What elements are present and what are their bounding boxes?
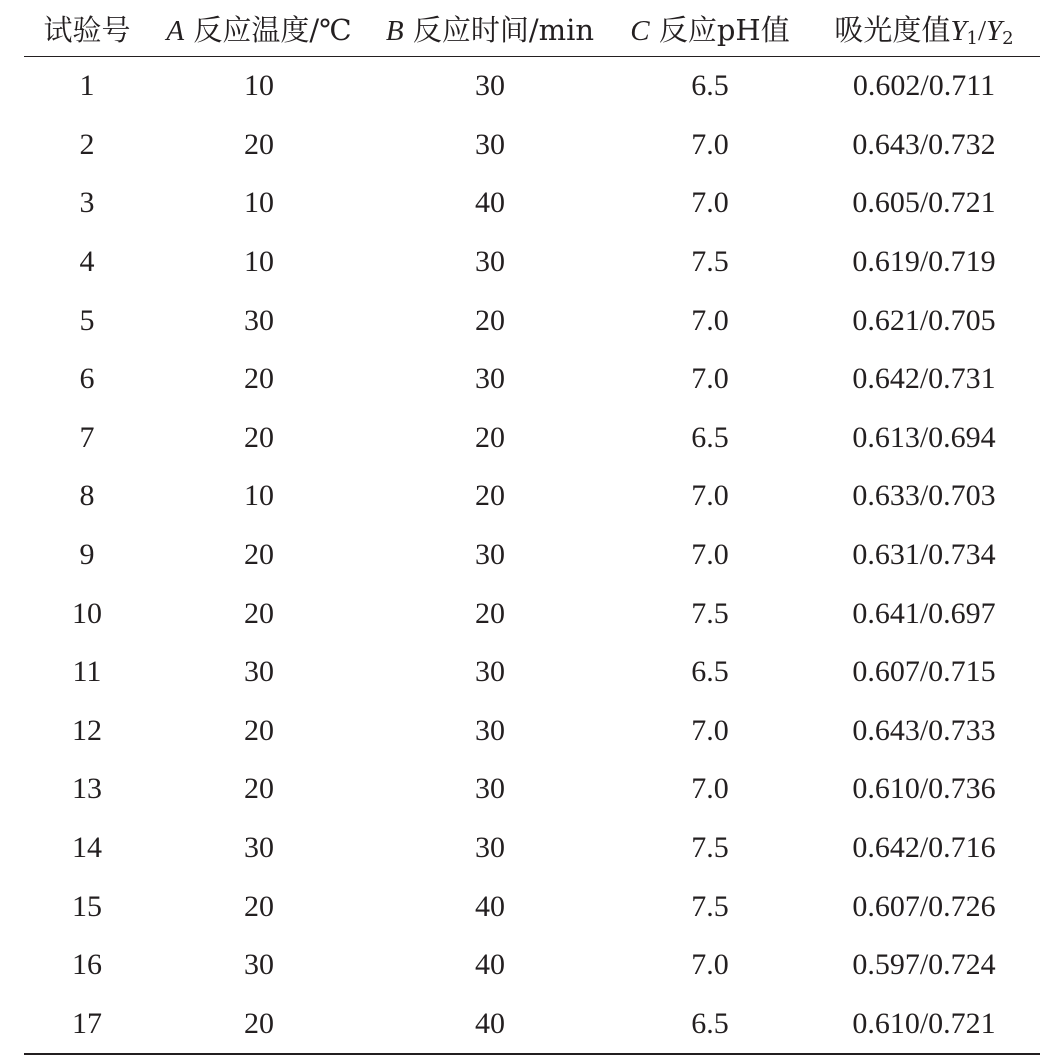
header-time <box>368 0 612 57</box>
cell-time: 30 <box>475 772 505 806</box>
header-y2-sub: 2 <box>1002 27 1014 49</box>
table-row <box>24 409 1040 468</box>
cell-trial: 13 <box>72 772 102 806</box>
cell-time: 40 <box>475 948 505 982</box>
cell-trial: 17 <box>24 995 150 1055</box>
cell-ph: 7.0 <box>691 303 729 337</box>
cell-ph: 7.0 <box>691 186 729 220</box>
table-row <box>24 57 1040 116</box>
table-row <box>24 643 1040 702</box>
cell-temperature: 20 <box>244 596 274 630</box>
table-row <box>24 174 1040 233</box>
header-absorbance-label: 吸光度值 <box>834 12 951 47</box>
cell-time: 30 <box>475 245 505 279</box>
cell-temperature: 30 <box>244 655 274 689</box>
cell-time: 40 <box>475 889 505 923</box>
table-row <box>24 995 1040 1055</box>
cell-ph: 7.5 <box>691 596 729 630</box>
experiment-table <box>24 0 1040 1055</box>
cell-time: 20 <box>475 596 505 630</box>
header-temperature <box>150 0 368 57</box>
cell-absorbance: 0.642/0.716 <box>852 831 996 865</box>
cell-ph: 6.5 <box>691 69 729 103</box>
cell-absorbance: 0.633/0.703 <box>852 479 996 513</box>
header-trial-label: 试验号 <box>43 12 131 47</box>
cell-absorbance: 0.607/0.726 <box>852 889 996 923</box>
cell-temperature: 10 <box>244 69 274 103</box>
cell-trial: 9 <box>79 538 95 572</box>
cell-time: 30 <box>475 127 505 161</box>
table-row <box>24 877 1040 936</box>
header-absorbance <box>808 0 1040 57</box>
table-row <box>24 467 1040 526</box>
cell-ph: 7.0 <box>691 538 729 572</box>
cell-time: 30 <box>475 655 505 689</box>
cell-time: 40 <box>475 186 505 220</box>
cell-absorbance: 0.613/0.694 <box>852 420 996 454</box>
cell-absorbance: 0.607/0.715 <box>852 655 996 689</box>
cell-ph: 7.0 <box>691 479 729 513</box>
cell-ph: 7.5 <box>691 245 729 279</box>
table-row <box>24 702 1040 761</box>
header-y1-sub: 1 <box>966 27 978 49</box>
header-y1-var: Y <box>950 14 967 47</box>
cell-trial: 1 <box>79 69 95 103</box>
cell-ph: 7.0 <box>691 362 729 396</box>
cell-absorbance: 0.610/0.721 <box>808 995 1040 1055</box>
experiment-table-container <box>24 0 1040 1055</box>
table-row <box>24 233 1040 292</box>
table-header <box>24 0 1040 57</box>
cell-trial: 14 <box>72 831 102 865</box>
cell-absorbance: 0.610/0.736 <box>852 772 996 806</box>
cell-absorbance: 0.631/0.734 <box>852 538 996 572</box>
header-y2-var: Y <box>986 14 1003 47</box>
cell-temperature: 20 <box>244 713 274 747</box>
cell-temperature: 20 <box>150 995 368 1055</box>
header-temperature-label: 反应温度/℃ <box>193 12 352 47</box>
cell-absorbance: 0.605/0.721 <box>852 186 996 220</box>
header-y-sep: / <box>977 14 987 47</box>
cell-trial: 16 <box>72 948 102 982</box>
cell-absorbance: 0.641/0.697 <box>852 596 996 630</box>
table-row <box>24 936 1040 995</box>
cell-temperature: 20 <box>244 538 274 572</box>
cell-temperature: 20 <box>244 889 274 923</box>
cell-temperature: 20 <box>244 127 274 161</box>
table-row <box>24 819 1040 878</box>
cell-time: 20 <box>475 420 505 454</box>
cell-trial: 3 <box>79 186 95 220</box>
header-ph <box>612 0 808 57</box>
table-row <box>24 584 1040 643</box>
cell-ph: 6.5 <box>612 995 808 1055</box>
cell-temperature: 30 <box>244 831 274 865</box>
header-temperature-var: A <box>166 14 185 47</box>
cell-ph: 7.5 <box>691 831 729 865</box>
cell-absorbance: 0.602/0.711 <box>852 69 996 103</box>
cell-time: 30 <box>475 362 505 396</box>
table-row <box>24 116 1040 175</box>
table-row <box>24 291 1040 350</box>
cell-trial: 2 <box>79 127 95 161</box>
header-ph-label: 反应pH值 <box>658 12 790 47</box>
cell-temperature: 20 <box>244 362 274 396</box>
cell-time: 40 <box>368 995 612 1055</box>
header-row <box>24 0 1040 57</box>
cell-time: 30 <box>475 69 505 103</box>
cell-time: 20 <box>475 479 505 513</box>
cell-trial: 6 <box>79 362 95 396</box>
cell-temperature: 10 <box>244 186 274 220</box>
cell-absorbance: 0.619/0.719 <box>852 245 996 279</box>
cell-ph: 6.5 <box>691 420 729 454</box>
cell-absorbance: 0.597/0.724 <box>852 948 996 982</box>
cell-trial: 11 <box>72 655 102 689</box>
cell-trial: 10 <box>72 596 102 630</box>
cell-trial: 8 <box>79 479 95 513</box>
cell-ph: 7.0 <box>691 772 729 806</box>
cell-absorbance: 0.643/0.732 <box>852 127 996 161</box>
header-time-label: 反应时间/min <box>412 12 595 47</box>
cell-ph: 7.0 <box>691 713 729 747</box>
cell-time: 30 <box>475 831 505 865</box>
cell-trial: 12 <box>72 713 102 747</box>
cell-trial: 4 <box>79 245 95 279</box>
cell-ph: 7.5 <box>691 889 729 923</box>
cell-temperature: 30 <box>244 303 274 337</box>
cell-absorbance: 0.621/0.705 <box>852 303 996 337</box>
cell-temperature: 20 <box>244 772 274 806</box>
header-trial <box>24 0 150 57</box>
cell-absorbance: 0.642/0.731 <box>852 362 996 396</box>
cell-ph: 6.5 <box>691 655 729 689</box>
table-row <box>24 526 1040 585</box>
cell-temperature: 30 <box>244 948 274 982</box>
header-time-var: B <box>385 14 404 47</box>
table-row <box>24 760 1040 819</box>
header-ph-var: C <box>630 14 650 47</box>
cell-temperature: 10 <box>244 245 274 279</box>
cell-ph: 7.0 <box>691 948 729 982</box>
cell-time: 30 <box>475 538 505 572</box>
cell-temperature: 10 <box>244 479 274 513</box>
cell-trial: 15 <box>72 889 102 923</box>
cell-temperature: 20 <box>244 420 274 454</box>
cell-ph: 7.0 <box>691 127 729 161</box>
cell-time: 30 <box>475 713 505 747</box>
table-body <box>24 57 1040 1055</box>
cell-absorbance: 0.643/0.733 <box>852 713 996 747</box>
cell-trial: 7 <box>79 420 95 454</box>
cell-time: 20 <box>475 303 505 337</box>
table-row <box>24 350 1040 409</box>
cell-trial: 5 <box>79 303 95 337</box>
